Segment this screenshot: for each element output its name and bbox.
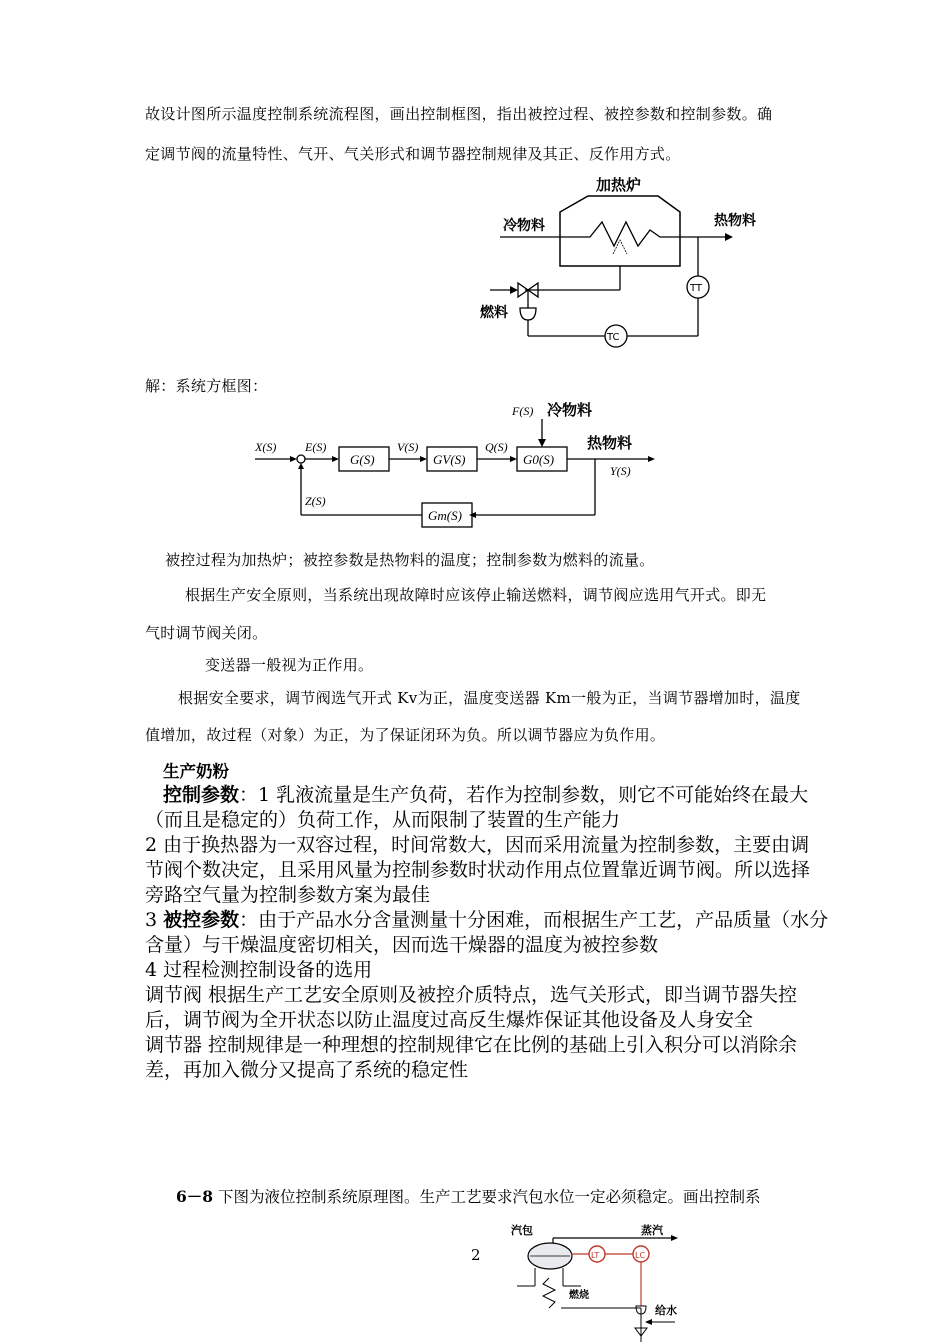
- answer-4-line-2: 值增加，故过程（对象）为正，为了保证闭环为负。所以调节器应为负作用。: [145, 726, 666, 744]
- v-signal-label: V(S): [397, 440, 419, 454]
- y-signal-label: Y(S): [610, 464, 631, 478]
- answer-2-line-2: 气时调节阀关闭。: [145, 624, 268, 642]
- milk-line-1: 控制参数：1 乳液流量是生产负荷，若作为控制参数，则它不可能始终在最大: [163, 784, 809, 806]
- answer-1: 被控过程为加热炉；被控参数是热物料的温度；控制参数为燃料的流量。: [165, 551, 655, 569]
- milk-line-7: 含量）与干燥温度密切相关，因而选干燥器的温度为被控参数: [145, 934, 659, 956]
- gv-block: GV(S): [433, 452, 466, 467]
- f-signal-label: F(S): [512, 404, 534, 418]
- milk-line-3: 2 由于换热器为一双容过程，时间常数大，因而采用流量为控制参数，主要由调: [145, 834, 810, 856]
- lt-label: LT: [591, 1251, 600, 1260]
- g-block: G(S): [350, 452, 375, 467]
- q-signal-label: Q(S): [485, 440, 508, 454]
- furnace-flow-diagram: [470, 170, 770, 355]
- answer-3: 变送器一般视为正作用。: [205, 656, 374, 674]
- intro-line-2: 定调节阀的流量特性、气开、气关形式和调节器控制规律及其正、反作用方式。: [145, 145, 681, 163]
- control-block-diagram: [250, 395, 670, 535]
- cold-material-label: 冷物料: [503, 218, 545, 234]
- tt-label: TT: [690, 283, 703, 294]
- solution-label: 解：系统方框图：: [145, 377, 268, 395]
- intro-line-1: 故设计图所示温度控制系统流程图，画出控制框图，指出被控过程、被控参数和控制参数。确: [145, 105, 773, 123]
- gm-block: Gm(S): [428, 508, 462, 523]
- hot-material-label: 热物料: [714, 213, 756, 229]
- e-signal-label: E(S): [305, 440, 327, 454]
- g0-block: G0(S): [523, 452, 555, 467]
- milk-line-5: 旁路空气量为控制参数方案为最佳: [145, 884, 431, 906]
- drum-label: 汽包: [511, 1224, 533, 1237]
- milk-line-6: 3 被控参数：由于产品水分含量测量十分困难，而根据生产工艺，产品质量（水分: [145, 909, 829, 931]
- answer-4-line-1: 根据安全要求，调节阀选气开式 Kv为正，温度变送器 Km一般为正，当调节器增加时，温度: [178, 689, 801, 707]
- page-number: 2: [471, 1246, 481, 1264]
- answer-2-line-1: 根据生产安全原则，当系统出现故障时应该停止输送燃料，调节阀应选用气开式。即无: [185, 586, 767, 604]
- steam-label: 蒸汽: [641, 1224, 663, 1237]
- milk-line-12: 差，再加入微分又提高了系统的稳定性: [145, 1059, 469, 1081]
- milk-line-4: 节阀个数决定，且采用风量为控制参数时状动作用点位置靠近调节阀。所以选择: [145, 859, 811, 881]
- milk-line-8: 4 过程检测控制设备的选用: [145, 959, 373, 981]
- fuel-label: 燃料: [480, 305, 508, 321]
- drum-level-diagram: [505, 1218, 705, 1344]
- block-cold-label: 冷物料: [547, 401, 593, 419]
- block-hot-label: 热物料: [587, 434, 633, 452]
- z-signal-label: Z(S): [305, 494, 326, 508]
- milk-line-11: 调节器 控制规律是一种理想的控制规律它在比例的基础上引入积分可以消除余: [145, 1034, 798, 1056]
- feedwater-label: 给水: [655, 1304, 677, 1317]
- x-signal-label: X(S): [255, 440, 277, 454]
- milk-line-10: 后，调节阀为全开状态以防止温度过高反生爆炸保证其他设备及人身安全: [145, 1009, 754, 1031]
- milk-line-9: 调节阀 根据生产工艺安全原则及被控介质特点，选气关形式，即当调节器失控: [145, 984, 798, 1006]
- milk-heading: 生产奶粉: [163, 762, 229, 781]
- burn-label: 燃烧: [569, 1290, 589, 1301]
- furnace-label: 加热炉: [596, 176, 642, 194]
- milk-line-2: （而且是稳定的）负荷工作，从而限制了装置的生产能力: [145, 809, 621, 831]
- question-6-8: 6－8 下图为液位控制系统原理图。生产工艺要求汽包水位一定必须稳定。画出控制系: [176, 1187, 761, 1206]
- lc-label: LC: [635, 1251, 646, 1260]
- tc-label: TC: [607, 332, 620, 343]
